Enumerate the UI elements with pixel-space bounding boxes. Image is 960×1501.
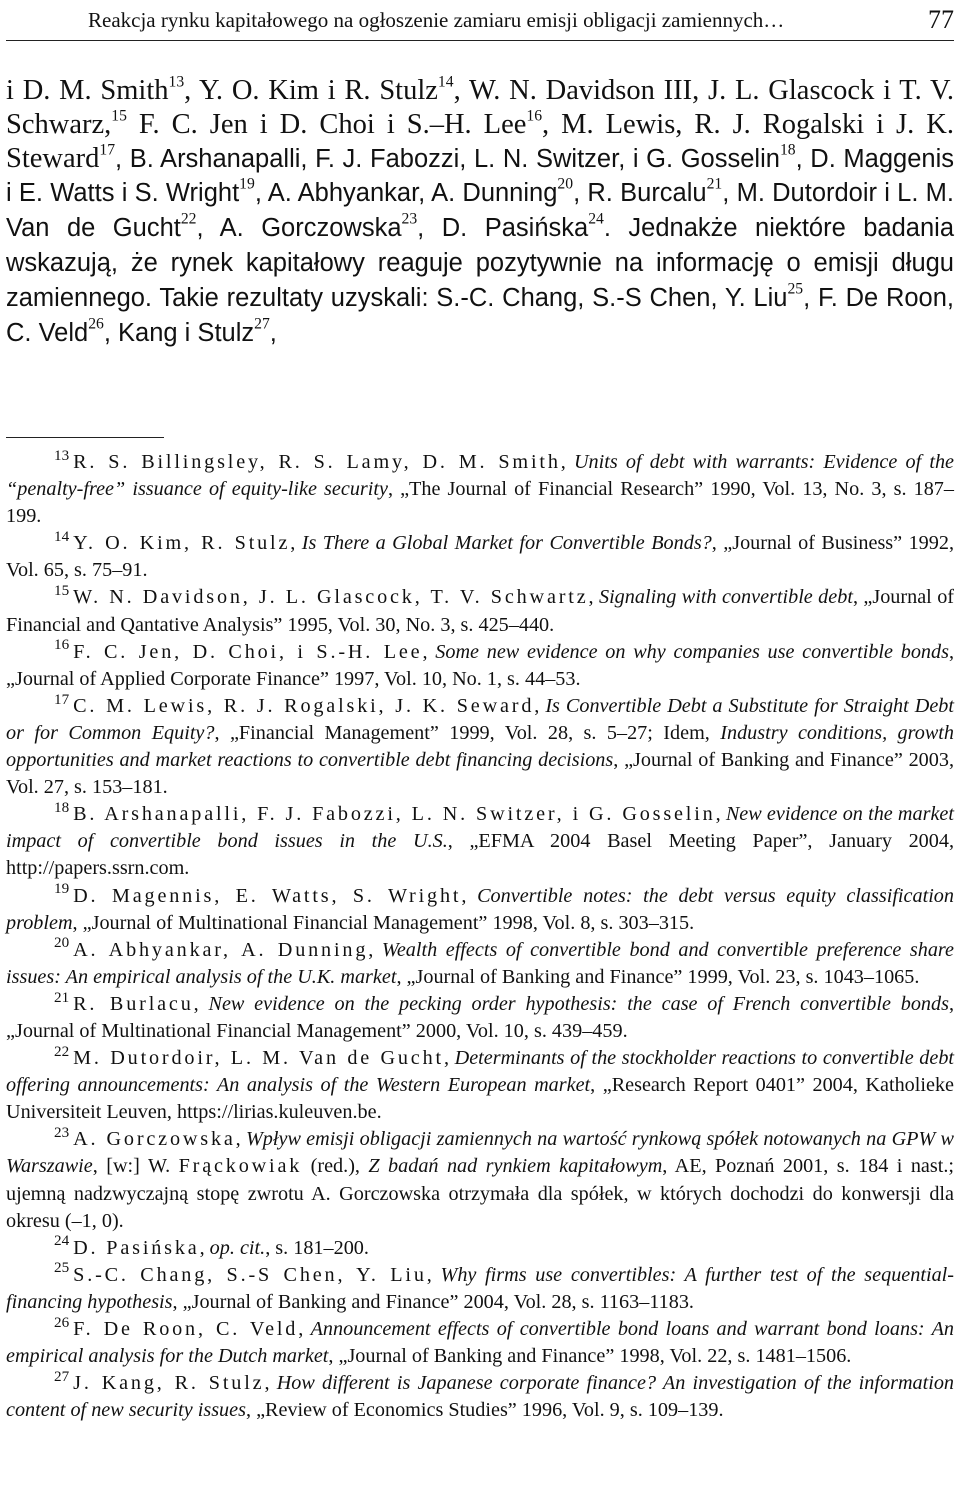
footnote: $^{14}$ Y. O. Kim, R. Stulz, Is There a Global Market for Convertible Bonds?, „Journal of Business” 1992, Vol. 65, s. 75–91. (6, 527, 954, 582)
footnote-title: Why firms use convertibles: A further test of the sequential-financing hypothesis (6, 1263, 955, 1313)
footnote-ref: 22 (180, 210, 197, 228)
footnote-ref: 21 (706, 175, 723, 193)
footnote-title: New evidence on the market impact of convertible bond issues in the U.S. (6, 803, 954, 853)
footnote-source: , s. 181–200. (265, 1236, 369, 1259)
footnote-source: , „The Journal of Financial Research” 1990, Vol. 13, No. 3, s. 187–199. (6, 478, 954, 528)
body-text: , B. Arshanapalli, F. J. Fabozzi, L. N. Switzer, i G. Gosselin (115, 144, 780, 173)
footnote-number: 27 (54, 1367, 70, 1385)
footnote-title: Industry conditions, growth opportunities and market reactions to convertible debt financing decisions (6, 721, 955, 772)
footnote-ref: 14 (437, 73, 454, 91)
body-text: i D. M. Smith (6, 75, 169, 106)
footnote: $^{26}$ F. De Roon, C. Veld, Announcement effects of convertible bond loans and warrant bond loans: An empirical analysis for the Dutch market, „Journal of Banking and Finance” 1998, Vol. 22, s. 1481–1506. (6, 1313, 955, 1368)
footnote-editor: Frąckowiak (178, 1155, 303, 1178)
footnote-number: 19 (54, 880, 70, 898)
footnote-authors: C. M. Lewis, R. J. Rogalski, J. K. Seward (73, 694, 535, 717)
footnote-title: Convertible notes: the debt versus equity classification problem (6, 884, 954, 934)
footnote: $^{19}$ D. Magennis, E. Watts, S. Wright, Convertible notes: the debt versus equity classification problem, „Journal of Multinational Financial Management” 1998, Vol. 8, s. 303–315. (6, 880, 954, 934)
footnote-title: Some new evidence on why companies use convertible bonds (435, 640, 949, 663)
footnote-number: 13 (54, 446, 70, 464)
footnote-source: , „Journal of Business” 1992, Vol. 65, s. 75–91. (6, 532, 954, 582)
footnote-authors: F. De Roon, C. Veld (73, 1318, 299, 1340)
footnote-number: 18 (54, 798, 70, 816)
body-text: , M. Lewis, R. J. Rogalski i J. K. Steward (6, 108, 954, 174)
footnote-source: (red.), (302, 1155, 369, 1178)
footnote-source: , [w:] W. (92, 1155, 179, 1178)
footnote-number: 24 (54, 1232, 70, 1250)
footnote-authors: Y. O. Kim, R. Stulz (73, 532, 291, 555)
body-text: , W. N. Davidson III, J. L. Glascock i T. V. Schwarz, (6, 75, 954, 140)
footnote-title: Is There a Global Market for Convertible Bonds? (301, 532, 712, 555)
footnote-authors: B. Arshanapalli, F. J. Fabozzi, L. N. Switzer, i G. Gosselin (73, 803, 716, 826)
body-text: , Y. O. Kim i R. Stulz (184, 75, 438, 106)
footnote-ref: 25 (787, 280, 804, 298)
footnote-divider (6, 437, 164, 438)
body-text: , M. Dutordoir i L. M. Van de Gucht (6, 179, 954, 243)
footnote-source: , „Journal of Banking and Finance” 1998, Vol. 22, s. 1481–1506. (328, 1345, 852, 1368)
footnote-number: 16 (54, 636, 70, 654)
footnote-title: Wealth effects of convertible bond and convertible preference share issues: An empirical analysis of the U.K. market (6, 938, 955, 988)
footnotes (6, 446, 955, 1424)
footnote-source: , „Journal of Banking and Finance” 2004, Vol. 28, s. 1163–1183. (172, 1290, 694, 1313)
footnote-title: How different is Japanese corporate finance? An investigation of the information content of new security issues (6, 1372, 955, 1422)
footnote-title: New evidence on the pecking order hypothesis: the case of French convertible bonds (208, 992, 949, 1015)
footnote-title: Announcement effects of convertible bond loans and warrant bond loans: An empirical analysis for the Dutch market (6, 1318, 955, 1368)
footnote-ref: 18 (779, 141, 796, 159)
footnote: $^{18}$ B. Arshanapalli, F. J. Fabozzi, L. N. Switzer, i G. Gosselin, New evidence on the market impact of convertible bond issues in the U.S., „EFMA 2004 Basel Meeting Paper”, January 2004, http://papers.ssrn.com. (6, 798, 954, 880)
footnote-authors: R. S. Billingsley, R. S. Lamy, D. M. Smith (73, 451, 561, 473)
footnote-title: Signaling with convertible debt (598, 586, 853, 609)
footnote: $^{16}$ F. C. Jen, D. Choi, i S.-H. Lee, Some new evidence on why companies use convertible bonds, „Journal of Applied Corporate Finance” 1997, Vol. 10, No. 1, s. 44–53. (6, 636, 954, 690)
body-text: . Jednakże niektóre badania wskazują, że rynek kapitałowy reaguje pozytywnie na informację o emisji długu zamiennego. Takie rezultaty uzyskali: S.-C. Chang, S.-S Chen, Y. Liu (6, 214, 954, 312)
footnote-number: 26 (54, 1313, 70, 1331)
footnote-source: , „Journal of Banking and Finance” 2003, Vol. 27, s. 153–181. (6, 749, 954, 799)
footnote: $^{25}$ S.-C. Chang, S.-S Chen, Y. Liu, Why firms use convertibles: A further test of the sequential-financing hypothesis, „Journal of Banking and Finance” 2004, Vol. 28, s. 1163–1183. (6, 1259, 955, 1313)
footnote-ref: 26 (88, 315, 104, 333)
footnote-ref: 27 (254, 315, 270, 333)
running-header (6, 0, 954, 41)
footnote-source: , „Journal of Applied Corporate Finance” 1997, Vol. 10, No. 1, s. 44–53. (6, 640, 954, 690)
footnote-title: Z badań nad rynkiem kapitałowym (368, 1155, 663, 1178)
footnote-number: 23 (54, 1124, 70, 1142)
footnote-source: , AE, Poznań 2001, s. 184 i nast.; ujemną nadzwyczajną stopę zwrotu A. Gorczowska otrzymała dla spółek, w których dochodzi do konwersji dla okresu (–1, 0). (6, 1155, 955, 1232)
footnote-source: , „Journal of Banking and Finance” 1999, Vol. 23, s. 1043–1065. (396, 965, 920, 988)
footnote-authors: D. Pasińska (73, 1236, 200, 1259)
footnote-authors: A. Abhyankar, A. Dunning (73, 938, 369, 961)
footnote-source: , „Research Report 0401” 2004, Katholieke Universiteit Leuven, https://lirias.kuleuven.be. (6, 1074, 954, 1124)
footnote-ref: 15 (111, 107, 127, 125)
footnote-ref: 13 (168, 73, 185, 91)
footnote-title: Is Convertible Debt a Substitute for Straight Debt or for Common Equity? (6, 694, 954, 744)
body-text: , D. Maggenis i E. Watts i S. Wright (6, 144, 954, 208)
footnote: $^{22}$ M. Dutordoir, L. M. Van de Gucht, Determinants of the stockholder reactions to convertible debt offering announcements: An analysis of the Western European market, „Research Report 0401” 2004, Katholieke Universiteit Leuven, https://lirias.kuleuven.be. (6, 1042, 955, 1124)
footnote-ref: 17 (99, 141, 116, 159)
footnote-ref: 19 (239, 175, 255, 193)
footnote: $^{23}$ A. Gorczowska, Wpływ emisji obligacji zamiennych na wartość rynkową spółek notowanych na GPW w Warszawie, [w:] W. Frąckowiak (red.), Z badań nad rynkiem kapitałowym, AE, Poznań 2001, s. 184 i nast.; ujemną nadzwyczajną stopę zwrotu A. Gorczowska otrzymała dla spółek, w których dochodzi do konwersji dla okresu (–1, 0). (6, 1124, 955, 1232)
footnote: $^{17}$ C. M. Lewis, R. J. Rogalski, J. K. Seward, Is Convertible Debt a Substitute for Straight Debt or for Common Equity?, „Financial Management” 1999, Vol. 28, s. 5–27; Idem, Industry conditions, growth opportunities and market reactions to convertible debt financing decisions, „Journal of Banking and Finance” 2003, Vol. 27, s. 153–181. (6, 690, 955, 799)
footnote-authors: A. Gorczowska (73, 1128, 236, 1151)
footnote-authors: F. C. Jen, D. Choi, i S.-H. Lee (73, 640, 423, 663)
footnote-title: op. cit. (209, 1236, 266, 1259)
footnote-authors: D. Magennis, E. Watts, S. Wright (73, 884, 462, 907)
footnote: $^{13}$ R. S. Billingsley, R. S. Lamy, D. M. Smith, Units of debt with warrants: Evidence of the “penalty-free” issuance of equity-like security, „The Journal of Financial Research” 1990, Vol. 13, No. 3, s. 187–199. (6, 446, 954, 528)
footnote-title: Determinants of the stockholder reactions to convertible debt offering announcements: An analysis of the Western European market (6, 1047, 955, 1097)
body-text: , R. Burcalu (573, 179, 707, 208)
body-text: , F. De Roon, C. Veld (6, 283, 954, 347)
footnote-ref: 16 (526, 107, 543, 125)
footnote: $^{21}$ R. Burlacu, New evidence on the pecking order hypothesis: the case of French convertible bonds, „Journal of Multinational Financial Management” 2000, Vol. 10, s. 439–459. (6, 988, 955, 1042)
footnote-authors: M. Dutordoir, L. M. Van de Gucht (73, 1047, 444, 1070)
body-paragraph (6, 74, 954, 350)
footnote-ref: 24 (588, 210, 604, 228)
footnote-number: 20 (54, 934, 70, 952)
body-text: , A. Abhyankar, A. Dunning (254, 179, 558, 208)
footnote-title: Units of debt with warrants: Evidence of the “penalty-free” issuance of equity-like security (6, 451, 954, 501)
footnote-ref: 20 (557, 175, 574, 193)
footnote-authors: J. Kang, R. Stulz (73, 1372, 265, 1395)
footnote-authors: S.-C. Chang, S.-S Chen, Y. Liu (73, 1263, 427, 1286)
footnote-authors: R. Burlacu (73, 992, 194, 1015)
footnote-number: 25 (54, 1259, 70, 1277)
footnote-source: , „EFMA 2004 Basel Meeting Paper”, January 2004, http://papers.ssrn.com. (6, 830, 954, 880)
footnote-source: , „Financial Management” 1999, Vol. 28, s. 5–27; Idem, (214, 721, 721, 744)
page-number: 77 (928, 5, 954, 34)
footnote-ref: 23 (401, 210, 418, 228)
footnote: $^{15}$ W. N. Davidson, J. L. Glascock, T. V. Schwartz, Signaling with convertible debt, „Journal of Financial and Qantative Analysis” 1995, Vol. 30, No. 3, s. 425–440. (6, 582, 955, 636)
footnote: $^{24}$ D. Pasińska, op. cit., s. 181–200. (54, 1232, 369, 1259)
running-title: Reakcja rynku kapitałowego na ogłoszenie zamiaru emisji obligacji zamiennych… (88, 7, 785, 32)
footnote-number: 17 (54, 690, 70, 708)
body-text: , Kang i Stulz (103, 318, 255, 347)
body-text: , A. Gorczowska (196, 214, 402, 243)
body-text: , (269, 318, 277, 347)
footnote-number: 22 (54, 1042, 70, 1060)
body-text: F. C. Jen i D. Choi i S.–H. Lee (126, 108, 527, 140)
footnote: $^{20}$ A. Abhyankar, A. Dunning, Wealth effects of convertible bond and convertible preference share issues: An empirical analysis of the U.K. market, „Journal of Banking and Finance” 1999, Vol. 23, s. 1043–1065. (6, 934, 955, 988)
footnote-source: , „Journal of Multinational Financial Management” 2000, Vol. 10, s. 439–459. (6, 992, 955, 1042)
footnote-authors: W. N. Davidson, J. L. Glascock, T. V. Schwartz (73, 586, 589, 609)
body-text: , D. Pasińska (417, 214, 589, 243)
footnote-title: Wpływ emisji obligacji zamiennych na wartość rynkową spółek notowanych na GPW w Warszawie (6, 1128, 954, 1178)
footnote-source: , „Review of Economics Studies” 1996, Vol. 9, s. 109–139. (245, 1399, 724, 1422)
footnote-source: , „Journal of Financial and Qantative Analysis” 1995, Vol. 30, No. 3, s. 425–440. (6, 586, 955, 636)
footnote-source: , „Journal of Multinational Financial Management” 1998, Vol. 8, s. 303–315. (72, 911, 695, 934)
footnote: $^{27}$ J. Kang, R. Stulz, How different is Japanese corporate finance? An investigation of the information content of new security issues, „Review of Economics Studies” 1996, Vol. 9, s. 109–139. (6, 1367, 955, 1422)
footnote-number: 15 (54, 582, 70, 600)
footnote-number: 14 (54, 527, 70, 545)
footnote-number: 21 (54, 988, 70, 1006)
